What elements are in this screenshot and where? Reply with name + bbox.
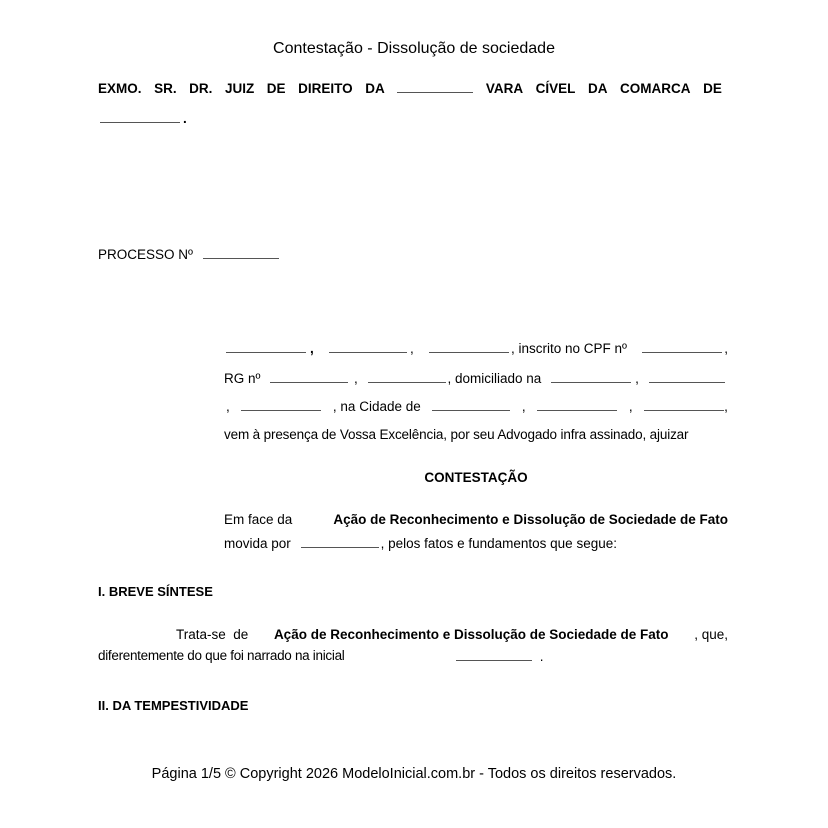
addressee-line-2: [100, 110, 187, 126]
separator: ,: [410, 341, 414, 356]
blank-field-number[interactable]: [649, 370, 725, 383]
paragraph-line2-end: .: [539, 649, 544, 664]
contestacao-heading: CONTESTAÇÃO: [424, 470, 528, 485]
separator: ,: [226, 399, 230, 414]
intro-prefix: Em face da: [224, 512, 293, 527]
city-label: , na Cidade de: [332, 399, 421, 414]
qualification-line-2: [224, 370, 725, 386]
paragraph-prefix: Trata-se de: [176, 627, 249, 642]
addressee-word: EXMO.: [98, 81, 142, 96]
separator: ,: [310, 341, 314, 356]
section-1-line-2: [98, 648, 344, 663]
action-name: Ação de Reconhecimento e Dissolução de Sociedade de Fato: [333, 512, 728, 527]
qualification-line-4: vem à presença de Vossa Excelência, por seu Advogado infra assinado, ajuizar: [224, 427, 689, 442]
intro-line-1: [224, 512, 728, 527]
document-title: Contestação - Dissolução de sociedade: [273, 40, 555, 57]
separator: ,: [628, 399, 633, 414]
blank-field-street[interactable]: [551, 370, 631, 383]
qualification-line-1: [226, 340, 728, 356]
addressee-word: CÍVEL: [535, 81, 576, 96]
separator: ,: [724, 399, 728, 414]
blank-field-name[interactable]: [226, 340, 306, 353]
intro-line-2: [224, 535, 617, 551]
addressee-word: DE: [266, 81, 286, 96]
blank-field-zip[interactable]: [644, 398, 724, 411]
addressee-word: VARA: [485, 81, 524, 96]
addressee-end: .: [183, 111, 187, 126]
paragraph-action-name: Ação de Reconhecimento e Dissolução de Sociedade de Fato: [273, 627, 669, 642]
addressee-word: DA: [587, 81, 608, 96]
intro-line2-prefix: movida por: [224, 536, 291, 551]
section-1-line-2-blank: [456, 648, 544, 664]
process-label: PROCESSO Nº: [98, 247, 193, 262]
paragraph-suffix: , que,: [694, 627, 728, 642]
addressee-word: DE: [703, 81, 722, 96]
qualification-line-3: [226, 398, 728, 414]
blank-field-plaintiff[interactable]: [301, 535, 379, 548]
blank-field-cpf[interactable]: [642, 340, 722, 353]
blank-field-neighborhood[interactable]: [241, 398, 321, 411]
page-footer: Página 1/5 © Copyright 2026 ModeloInicial.com.br - Todos os direitos reservados.: [151, 766, 677, 782]
section-heading-breve-sintese: I. BREVE SÍNTESE: [98, 584, 213, 599]
separator: ,: [724, 341, 728, 356]
domicile-label: , domiciliado na: [447, 371, 542, 386]
addressee-line: [98, 80, 722, 96]
addressee-word: DR.: [189, 81, 213, 96]
process-number-line: [98, 246, 279, 262]
separator: ,: [635, 371, 639, 386]
addressee-word: DIREITO: [298, 81, 353, 96]
intro-line2-suffix: , pelos fatos e fundamentos que segue:: [380, 536, 617, 551]
section-1-line-1: [176, 627, 728, 642]
blank-field-profession[interactable]: [368, 370, 446, 383]
section-heading-tempestividade: II. DA TEMPESTIVIDADE: [98, 698, 249, 713]
blank-field-initial-claim[interactable]: [456, 648, 532, 661]
blank-field-state[interactable]: [537, 398, 617, 411]
rg-label: RG nº: [224, 371, 261, 386]
blank-field-vara[interactable]: [397, 80, 473, 93]
addressee-word: DA: [365, 81, 385, 96]
blank-field-city[interactable]: [432, 398, 510, 411]
separator: ,: [521, 399, 526, 414]
addressee-word: SR.: [154, 81, 177, 96]
addressee-word: JUIZ: [224, 81, 255, 96]
blank-field-nationality[interactable]: [329, 340, 407, 353]
blank-field-marital-status[interactable]: [429, 340, 509, 353]
blank-field-rg[interactable]: [270, 370, 348, 383]
cpf-label: , inscrito no CPF nº: [511, 341, 627, 356]
addressee-word: COMARCA: [620, 81, 691, 96]
paragraph-line2: diferentemente do que foi narrado na inicial: [98, 648, 345, 663]
separator: ,: [353, 371, 358, 386]
blank-field-comarca[interactable]: [100, 110, 180, 123]
blank-field-process-number[interactable]: [203, 246, 279, 259]
